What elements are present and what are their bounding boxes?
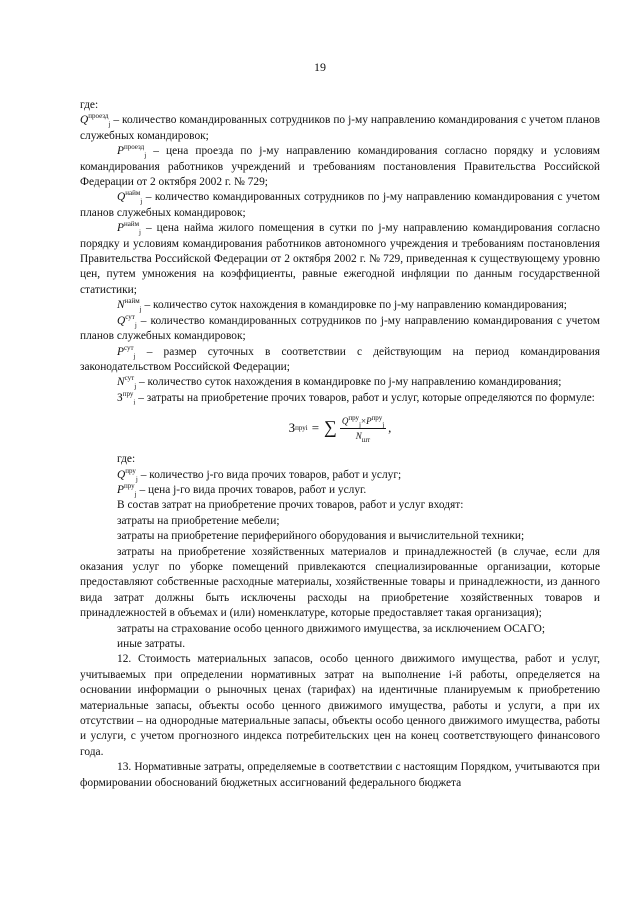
formula-z-pru: З пру i = ∑ $\frac{Q^{пру}_j\times P^{пру}_j}{N_{шт}}$ , bbox=[288, 413, 392, 444]
paragraph-12: 12. Стоимость материальных запасов, особо ценного движимого имущества, работ и услуг, учитываемых при определении нормативных затрат на выполнение i-й работы, определяется на основании информации о рыночных ценах (тарифах) на идентичные планируемым к приобретению материальные запасы, объекты особо ценного движимого имущества, работы и услуги, а при их отсутствии – на однородные материальные запасы, объекты особо ценного движимого имущества, работы и услуги, с учетом прогнозного индекса потребительских цен на конец соответствующего финансового года. bbox=[80, 653, 600, 758]
list-item: затраты на приобретение мебели; bbox=[117, 514, 280, 527]
composition-intro: В состав затрат на приобретение прочих товаров, работ и услуг входят: bbox=[117, 499, 464, 512]
def-p-pru: $P^{пру}_j$ – цена j-го вида прочих товаров, работ и услуг. bbox=[117, 482, 367, 499]
document-body bbox=[80, 98, 600, 791]
def-q-sut: $Q^{сут}_j$ – количество командированных сотрудников по j-му направлению командирования с учетом планов служебных командировок; bbox=[80, 312, 600, 343]
page-number: 19 bbox=[314, 60, 326, 74]
def-p-proezd: $P^{проезд}_j$ – цена проезда по j-му направлению командирования согласно порядку и условиям командирования работников учреждений и требованиям постановления Правительства Российской Федерации от 2 октября 2002 г. № 729; bbox=[80, 143, 600, 189]
list-item: затраты на страхование особо ценного движимого имущества, за исключением ОСАГО; bbox=[117, 622, 546, 635]
def-p-naim: $P^{найм}_j$ – цена найма жилого помещения в сутки по j-му направлению командирования согласно порядку и условиям командирования работников автономного учреждения и требованиям постановления Правительства Российской Федерации от 2 октября 2002 г. № 729, приведенная к существующему уровню цен, путем умножения на коэффициенты, равные ежегодной инфляции по данным государственной статистики; bbox=[80, 220, 600, 296]
list-item: иные затраты. bbox=[117, 638, 186, 650]
def-n-sut: $N^{сут}_j$ – количество суток нахождения в командировке по j-му направлению командирования; bbox=[117, 374, 562, 391]
formula-denominator: $N_{шт}$ bbox=[355, 430, 371, 444]
formula-numerator: $Q^{пру}_j\times P^{пру}_j$ bbox=[341, 413, 385, 429]
def-p-sut: $P^{сут}_j$ – размер суточных в соответствии с действующим на период командирования законодательством Российской Федерации; bbox=[80, 343, 600, 373]
paragraph-13: 13. Нормативные затраты, определяемые в соответствии с настоящим Порядком, учитываются при формировании обоснований бюджетных ассигнований федерального бюджета bbox=[80, 761, 600, 789]
def-q-proezd: $Q^{проезд}_j$ – количество командированных сотрудников по j-му направлению командирования с учетом планов служебных командировок; bbox=[80, 112, 600, 142]
def-n-naim: $N^{найм}_j$ – количество суток нахождения в командировке по j-му направлению командирования; bbox=[117, 297, 567, 314]
where-label-2: где: bbox=[117, 453, 136, 466]
formula-fraction bbox=[340, 415, 386, 442]
where-label: где: bbox=[80, 99, 99, 111]
list-item: затраты на приобретение периферийного оборудования и вычислительной техники; bbox=[117, 530, 525, 543]
def-q-pru: $Q^{пру}_j$ – количество j-го вида прочих товаров, работ и услуг; bbox=[117, 466, 402, 483]
def-z-pru: $З^{пру}_i$ – затраты на приобретение прочих товаров, работ и услуг, которые определяются по формуле: bbox=[117, 389, 595, 406]
list-item: затраты на приобретение хозяйственных материалов и принадлежностей (в случае, если для оказания услуг по уборке помещений привлекаются специализированные организации, которые предоставляют собственные расходные материалы, хозяйственные товары и принадлежности, из данного вида затрат должны быть исключены расходы на приобретение хозяйственных товаров и принадлежностей в объемах и (или) номенклатуре, которые предоставляет такая организация); bbox=[80, 545, 600, 620]
sum-sign: ∑ bbox=[324, 417, 337, 438]
def-q-naim: $Q^{найм}_j$ – количество командированных сотрудников по j-му направлению командирования с учетом планов служебных командировок; bbox=[80, 189, 600, 219]
